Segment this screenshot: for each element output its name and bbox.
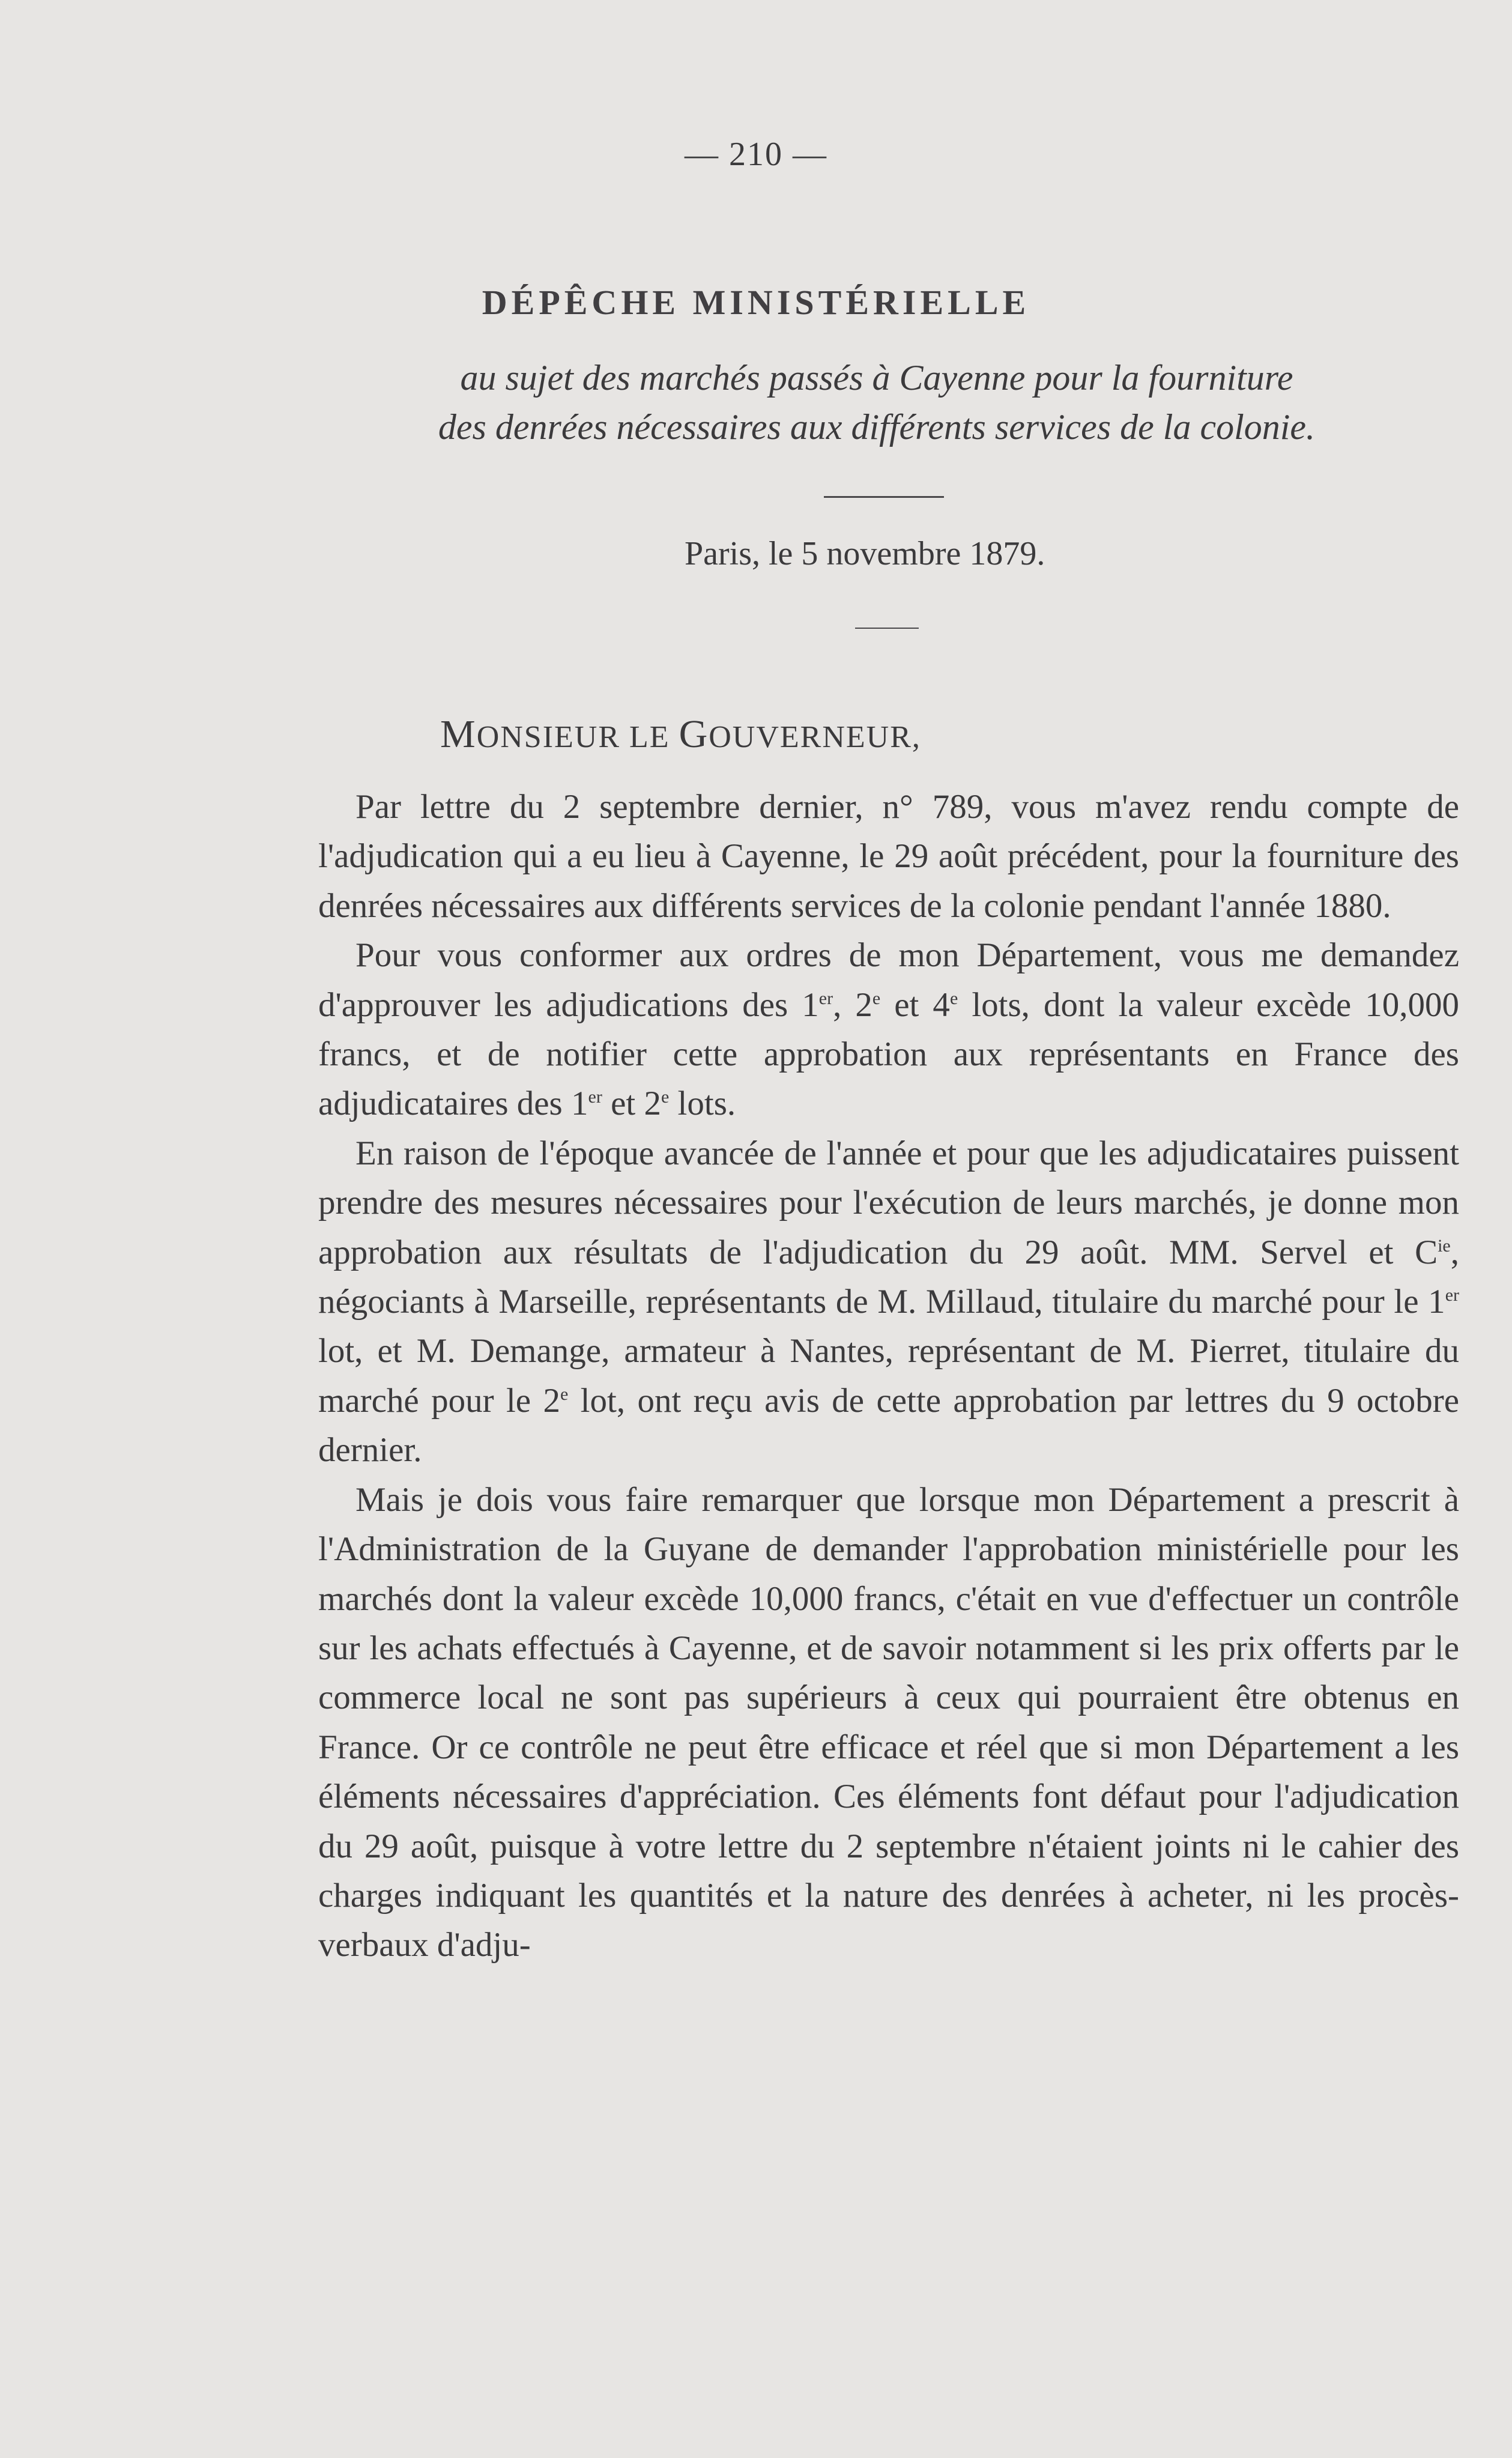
paragraph-text: lot, et M. Demange, armateur à Nantes, représentant de M. Pierret, titulaire du marché pour le 2 [318, 1332, 1459, 1420]
paragraph-3 [318, 1129, 1459, 1476]
paragraph-text: lot, ont reçu avis de cette approbation par lettres du 9 octobre dernier. [318, 1381, 1459, 1470]
ordinal-superscript: er [1445, 1285, 1459, 1306]
ordinal-superscript: e [661, 1087, 670, 1107]
page-number: — 210 — [685, 136, 827, 173]
document-subtitle [384, 353, 1369, 452]
paragraph-1 [318, 783, 1459, 931]
salutation-rest-1: ONSIEUR LE [476, 720, 679, 754]
ordinal-superscript: e [560, 1384, 569, 1404]
salutation-rest-2: OUVERNEUR, [709, 720, 921, 754]
paragraph-text: Pour vous conformer aux ordres de mon Département, vous me demandez d'approuver les adjudications des 1 [318, 936, 1459, 1024]
paragraph-text: et 2 [602, 1085, 661, 1123]
subtitle-line-2: des denrées nécessaires aux différents services de la colonie. [438, 407, 1316, 447]
paragraph-text: lots, dont la valeur excède 10,000 francs, et de notifier cette approbation aux représentants en France des adjudicataires des 1 [318, 985, 1459, 1123]
ordinal-superscript: er [818, 988, 833, 1008]
paragraph-text: , négociants à Marseille, représentants de M. Millaud, titulaire du marché pour le 1 [318, 1233, 1459, 1321]
salutation-initial-g: G [679, 712, 709, 756]
paragraph-4 [318, 1476, 1459, 1970]
dateline: Paris, le 5 novembre 1879. [685, 535, 1045, 572]
ordinal-superscript: e [949, 988, 958, 1008]
paragraph-text: , 2 [833, 985, 872, 1024]
paragraph-text: En raison de l'époque avancée de l'année et pour que les adjudicataires puissent prendre des mesures nécessaires pour l'exécution de leurs marchés, je donne mon approbation aux résultats de l'adjudication du 29 août. MM. Servel et C [318, 1134, 1459, 1271]
ordinal-superscript: ie [1438, 1235, 1451, 1256]
paragraph-text: Par lettre du 2 septembre dernier, n° 789, vous m'avez rendu compte de l'adjudication qui a eu lieu à Cayenne, le 29 août précédent, pour la fourniture des denrées nécessaires aux différents services de la colonie pendant l'année 1880. [318, 788, 1459, 925]
separator-rule [824, 496, 944, 498]
ordinal-superscript: e [872, 988, 881, 1008]
letter-body [318, 783, 1459, 1970]
salutation [440, 712, 921, 757]
document-title: DÉPÊCHE MINISTÉRIELLE [482, 283, 1030, 322]
paragraph-text: et 4 [880, 985, 950, 1024]
subtitle-line-1: au sujet des marchés passés à Cayenne pour la fourniture [460, 358, 1293, 398]
paragraph-text: Mais je dois vous faire remarquer que lorsque mon Département a prescrit à l'Administration de la Guyane de demander l'approbation ministérielle pour les marchés dont la valeur excède 10,000 francs, c'était en vue d'effectuer un contrôle sur les achats effectués à Cayenne, et de savoir notamment si les prix offerts par le commerce local ne sont pas supérieurs à ceux qui pourraient être obtenus en France. Or ce contrôle ne peut être efficace et réel que si mon Département a les éléments nécessaires d'appréciation. Ces éléments font défaut pour l'adjudication du 29 août, puisque à votre lettre du 2 septembre n'étaient joints ni le cahier des charges indiquant les quantités et la nature des denrées à acheter, ni les procès-verbaux d'adju- [318, 1480, 1459, 1964]
ordinal-superscript: er [588, 1087, 602, 1107]
salutation-initial-m: M [440, 712, 477, 756]
paragraph-2 [318, 931, 1459, 1129]
separator-rule-short [855, 628, 919, 629]
paragraph-text: lots. [669, 1085, 736, 1123]
